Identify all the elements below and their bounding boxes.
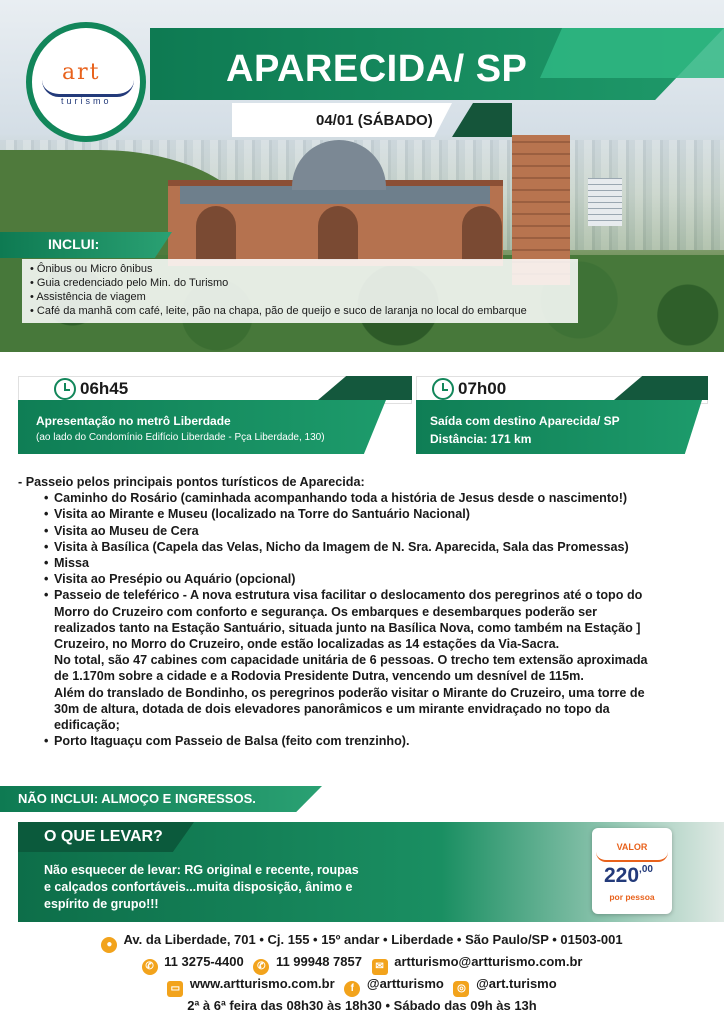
levar-line: espírito de grupo!!! [44, 897, 159, 911]
whatsapp-icon: ✆ [253, 959, 269, 975]
item-text: Caminho do Rosário (caminhada acompanhando toda a história de Jesus desde o nascimento!) [54, 491, 628, 506]
logo-word: art [62, 60, 101, 85]
inclui-item: • Café da manhã com café, leite, pão na chapa, pão de queijo e suco de laranja no local do embarque [30, 304, 527, 318]
footer-hours-row [0, 998, 724, 1013]
list-item [44, 733, 648, 749]
item-text: Além do translado de Bondinho, os peregrinos poderão visitar o Mirante do Cruzeiro, uma torre de [54, 685, 645, 700]
footer-facebook[interactable]: @artturismo [366, 976, 444, 991]
footer-email[interactable]: artturismo@artturismo.com.br [394, 954, 583, 969]
item-text: realizados tanto na Estação Santuário, situada junto na Basílica Nova, como também na Estação ] [54, 620, 641, 635]
schedule-detail: Distância: 171 km [430, 432, 532, 446]
itinerary [18, 474, 648, 749]
price-card [592, 828, 672, 914]
item-text: Visita ao Museu de Cera [54, 523, 199, 538]
footer-social-row [0, 976, 724, 997]
schedule-description: Apresentação no metrô Liberdade [36, 414, 231, 428]
schedule-card-departure [416, 376, 708, 454]
inclui-item: • Ônibus ou Micro ônibus [30, 262, 527, 276]
list-item [44, 490, 648, 506]
list-item [44, 587, 648, 733]
basilica-arch [196, 206, 236, 260]
item-text: edificação; [54, 718, 120, 733]
footer-website[interactable]: www.artturismo.com.br [189, 976, 335, 991]
email-icon: ✉ [372, 959, 388, 975]
list-item [44, 555, 648, 571]
instagram-icon: ◎ [453, 981, 469, 997]
facebook-icon: f [344, 981, 360, 997]
list-item [44, 539, 648, 555]
price-cents: ,00 [639, 864, 653, 875]
item-text: de 1.170m sobre a cidade e a Rodovia Presidente Dutra, vencendo um desnível de 115m. [54, 669, 584, 684]
item-text: Visita à Basílica (Capela das Velas, Nicho da Imagem de N. Sra. Aparecida, Sala das Promessas) [54, 539, 629, 554]
levar-line: Não esquecer de levar: RG original e recente, roupas [44, 863, 359, 877]
inclui-item: • Assistência de viagem [30, 290, 527, 304]
item-text: Visita ao Mirante e Museu (localizado na Torre do Santuário Nacional) [54, 507, 470, 522]
page-title: APARECIDA/ SP [226, 48, 528, 90]
inclui-title: INCLUI: [48, 236, 100, 252]
nao-inclui-text: NÃO INCLUI: ALMOÇO E INGRESSOS. [18, 791, 256, 806]
footer-whatsapp[interactable]: 11 99948 7857 [275, 954, 362, 969]
trip-date: 04/01 (SÁBADO) [316, 112, 433, 129]
price-label: VALOR [616, 842, 648, 852]
location-pin-icon: ● [101, 937, 117, 953]
logo-subtitle: turismo [61, 96, 112, 106]
levar-line: e calçados confortáveis...muita disposição, ânimo e [44, 880, 353, 894]
item-text: Visita ao Presépio ou Aquário (opcional) [54, 572, 296, 587]
schedule-card-departure-meeting [18, 376, 412, 454]
list-item [44, 506, 648, 522]
schedule-detail: (ao lado do Condomínio Edifício Liberdade - Pça Liberdade, 130) [36, 432, 325, 443]
price-swoosh [596, 852, 668, 862]
title-band-accent [540, 28, 724, 78]
footer-phone[interactable]: 11 3275-4400 [164, 954, 244, 969]
list-item [44, 523, 648, 539]
inclui-list [30, 262, 527, 318]
list-item [44, 571, 648, 587]
price-value [604, 864, 653, 888]
inclui-item: • Guia credenciado pelo Min. do Turismo [30, 276, 527, 290]
levar-title: O QUE LEVAR? [44, 828, 163, 845]
footer-address: Av. da Liberdade, 701 • Cj. 155 • 15º andar • Liberdade • São Paulo/SP • 01503-001 [123, 932, 623, 947]
item-text: 30m de altura, dotada de dois elevadores panorâmicos e um mirante envidraçado no topo da [54, 701, 610, 716]
footer-address-row [0, 932, 724, 953]
footer-instagram[interactable]: @art.turismo [476, 976, 557, 991]
phone-icon: ✆ [142, 959, 158, 975]
schedule-time: 07h00 [458, 379, 507, 398]
schedule-description: Saída com destino Aparecida/ SP [430, 414, 620, 428]
item-text: Cruzeiro, no Morro do Cruzeiro, onde estão localizadas as 14 estações da Via-Sacra. [54, 637, 560, 652]
basilica-arch [462, 206, 502, 260]
website-icon: ▭ [167, 981, 183, 997]
itinerary-intro: - Passeio pelos principais pontos turísticos de Aparecida: [18, 475, 365, 489]
tall-building [588, 178, 622, 226]
price-per-person: por pessoa [609, 892, 655, 902]
item-text: Missa [54, 556, 90, 571]
art-turismo-logo [26, 22, 146, 142]
footer-contact-row [0, 954, 724, 975]
item-text: Porto Itaguaçu com Passeio de Balsa (feito com trenzinho). [54, 734, 410, 749]
basilica-arch [318, 206, 358, 260]
schedule-time: 06h45 [80, 379, 129, 398]
item-text: • Passeio de teleférico - A nova estrutura visa facilitar o deslocamento dos peregrinos até o topo do [54, 588, 643, 603]
price-amount: 220 [604, 864, 640, 887]
levar-text [44, 862, 404, 913]
itinerary-list [18, 490, 648, 749]
clock-icon [432, 378, 454, 400]
footer-hours: 2ª à 6ª feira das 08h30 às 18h30 • Sábado das 09h às 13h [187, 998, 537, 1013]
item-text: No total, são 47 cabines com capacidade unitária de 6 pessoas. O trecho tem extensão aproximada [54, 653, 648, 668]
item-text: Morro do Cruzeiro com conforto e segurança. Os embarques e desembarques poderão ser [54, 604, 598, 619]
clock-icon [54, 378, 76, 400]
